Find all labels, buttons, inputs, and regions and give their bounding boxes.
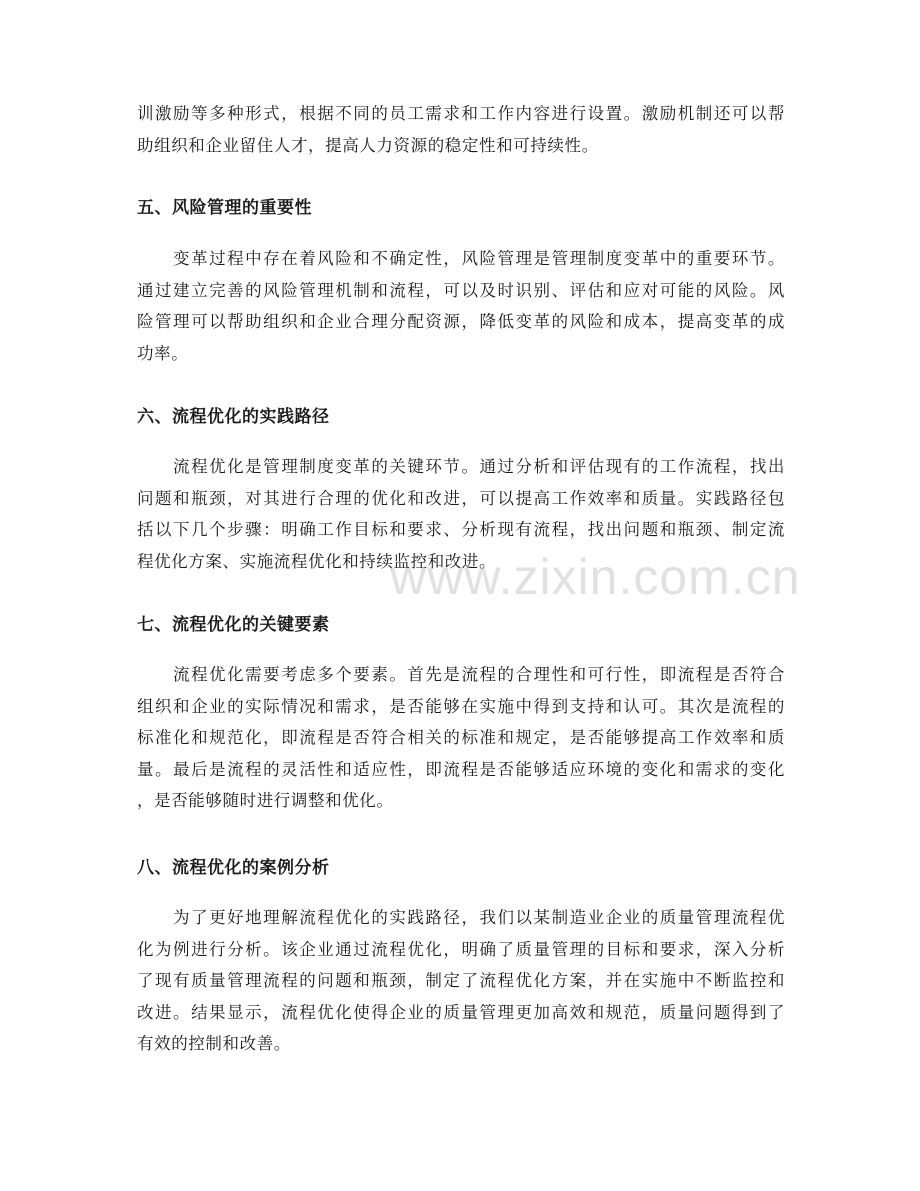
watermark: www.zixin.com.cn xyxy=(390,549,801,605)
paragraph-line: 通过建立完善的风险管理机制和流程，可以及时识别、评估和应对可能的风险。风 xyxy=(137,280,785,300)
paragraph-line: 组织和企业的实际情况和需求，是否能够在实施中得到支持和认可。其次是流程的 xyxy=(137,696,785,716)
paragraph-line: 训激励等多种形式，根据不同的员工需求和工作内容进行设置。激励机制还可以帮 xyxy=(137,104,785,123)
paragraph-line: 有效的控制和改善。 xyxy=(137,1034,291,1053)
paragraph-line: 流程优化是管理制度变革的关键环节。通过分析和评估现有的工作流程，找出 xyxy=(137,457,785,476)
paragraph-line: 险管理可以帮助组织和企业合理分配资源，降低变革的风险和成本，提高变革的成 xyxy=(137,312,785,331)
paragraph-line: 括以下几个步骤：明确工作目标和要求、分析现有流程，找出问题和瓶颈、制定流 xyxy=(137,520,785,539)
paragraph-line: 问题和瓶颈，对其进行合理的优化和改进，可以提高工作效率和质量。实践路径包 xyxy=(137,488,785,508)
section-body-6 xyxy=(137,451,785,577)
paragraph-text xyxy=(137,902,785,1060)
section-heading-6 xyxy=(137,405,785,429)
section-heading-8 xyxy=(137,856,785,880)
section-title: 六、流程优化的实践路径 xyxy=(137,407,330,427)
paragraph-line: 改进。结果显示，流程优化使得企业的质量管理更加高效和规范，质量问题得到了 xyxy=(137,1002,785,1022)
section-heading-7 xyxy=(137,613,785,637)
paragraph-line: 助组织和企业留住人才，提高人力资源的稳定性和可持续性。 xyxy=(137,135,599,155)
section-heading-5 xyxy=(137,196,785,220)
paragraph-line: ，是否能够随时进行调整和优化。 xyxy=(137,791,394,810)
paragraph-text xyxy=(137,98,785,161)
section-title: 五、风险管理的重要性 xyxy=(137,198,312,218)
paragraph-line: 为了更好地理解流程优化的实践路径，我们以某制造业企业的质量管理流程优 xyxy=(137,908,785,927)
section-body-8 xyxy=(137,902,785,1060)
paragraph-line: 程优化方案、实施流程优化和持续监控和改进。 xyxy=(137,551,497,571)
section-body-5 xyxy=(137,243,785,369)
paragraph-text xyxy=(137,243,785,369)
paragraph-text xyxy=(137,659,785,817)
section-title: 八、流程优化的案例分析 xyxy=(137,858,330,878)
top-paragraph xyxy=(137,98,785,161)
paragraph-text xyxy=(137,451,785,577)
section-title: 七、流程优化的关键要素 xyxy=(137,615,330,635)
paragraph-line: 变革过程中存在着风险和不确定性，风险管理是管理制度变革中的重要环节。 xyxy=(137,249,785,268)
paragraph-line: 量。最后是流程的灵活性和适应性，即流程是否能够适应环境的变化和需求的变化 xyxy=(137,759,785,779)
paragraph-line: 功率。 xyxy=(137,343,189,363)
paragraph-line: 流程优化需要考虑多个要素。首先是流程的合理性和可行性，即流程是否符合 xyxy=(137,665,785,684)
paragraph-line: 了现有质量管理流程的问题和瓶颈，制定了流程优化方案，并在实施中不断监控和 xyxy=(137,971,785,990)
section-body-7 xyxy=(137,659,785,817)
paragraph-line: 化为例进行分析。该企业通过流程优化，明确了质量管理的目标和要求，深入分析 xyxy=(137,939,785,959)
paragraph-line: 标准化和规范化，即流程是否符合相关的标准和规定，是否能够提高工作效率和质 xyxy=(137,728,785,747)
